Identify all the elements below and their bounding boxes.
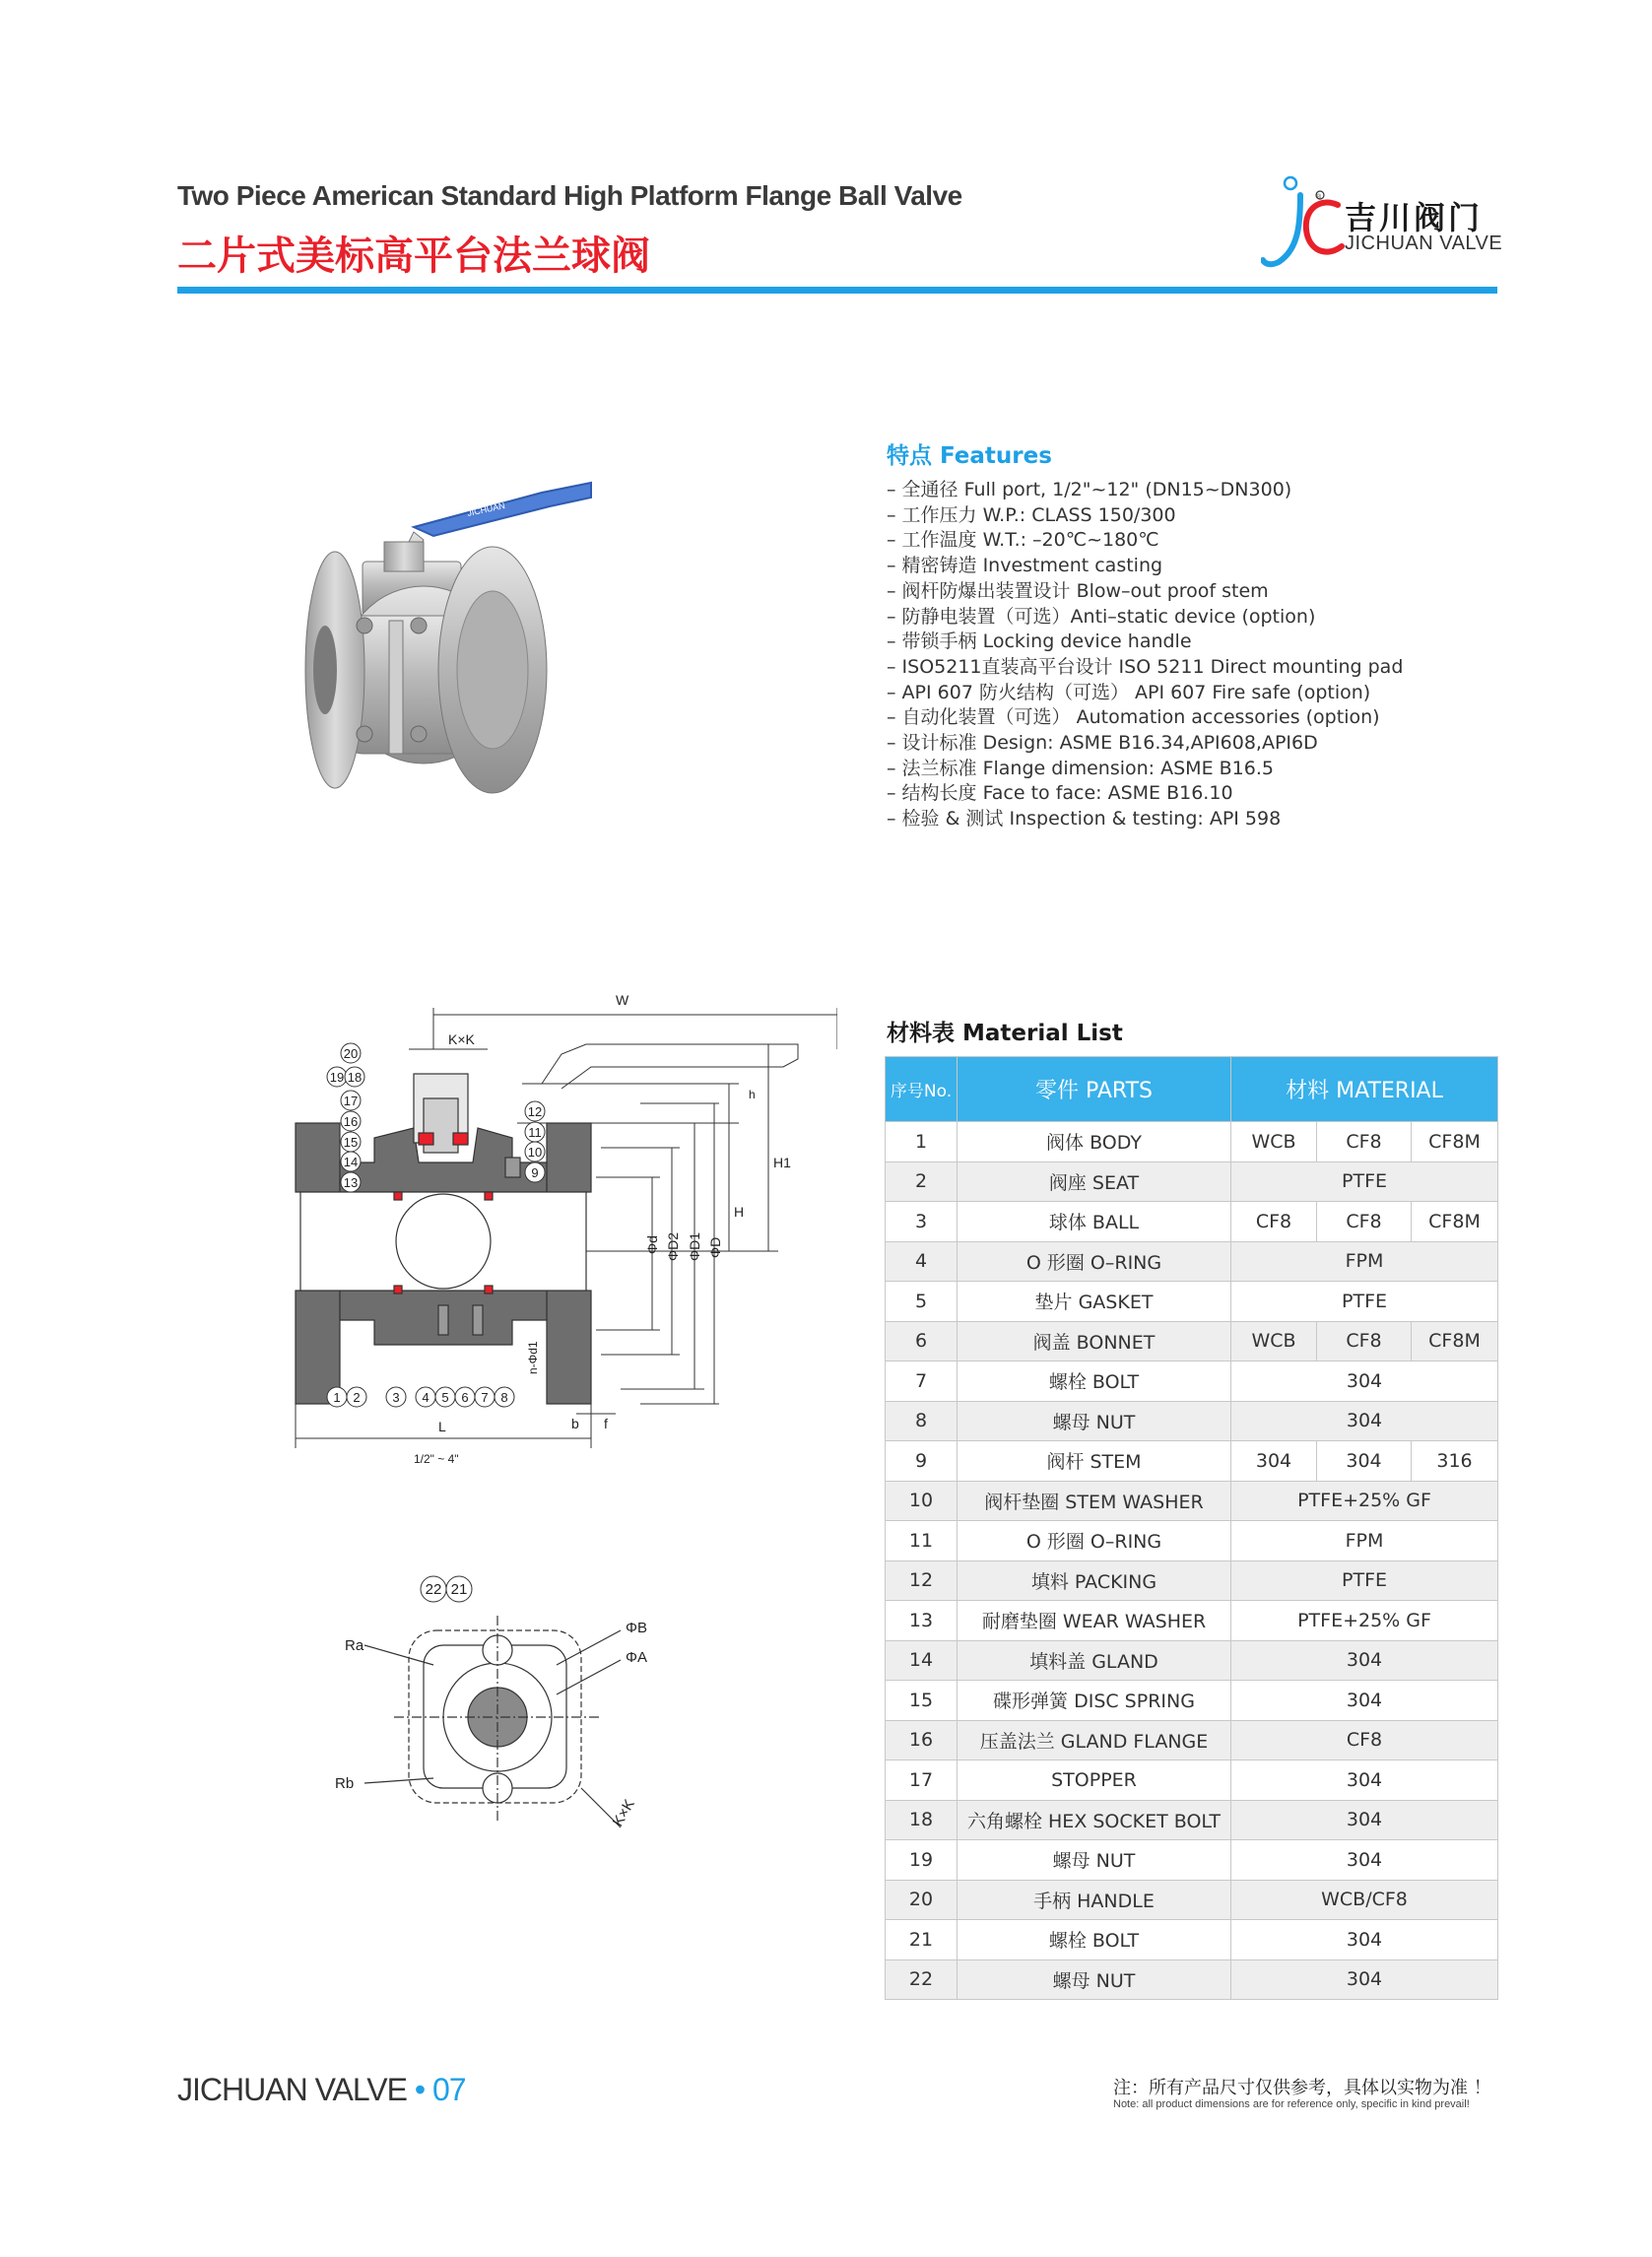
- table-row: [886, 1840, 1498, 1881]
- svg-text:Rb: Rb: [335, 1775, 355, 1792]
- table-row: [886, 1321, 1498, 1361]
- svg-text:f: f: [604, 1416, 608, 1431]
- part-name-cell: STOPPER: [958, 1760, 1231, 1801]
- part-name-cell: 阀杆 STEM: [958, 1441, 1231, 1482]
- svg-text:13: 13: [343, 1175, 359, 1190]
- material-list-heading: 材料表 Material List: [887, 1021, 1123, 1046]
- part-name-cell: O 形圈 O–RING: [958, 1521, 1231, 1561]
- svg-text:22: 22: [425, 1581, 442, 1598]
- table-row: [886, 1601, 1498, 1641]
- column-header-material: 材料 MATERIAL: [1231, 1057, 1498, 1122]
- valve-product-image: [296, 433, 808, 828]
- footer-note-chinese: 注：所有产品尺寸仅供参考，具体以实物为准 ！: [1113, 2078, 1491, 2098]
- svg-text:11: 11: [528, 1125, 542, 1140]
- svg-text:14: 14: [343, 1155, 359, 1169]
- row-number-cell: 21: [886, 1920, 958, 1960]
- svg-text:ΦD1: ΦD1: [687, 1231, 702, 1261]
- row-number-cell: 13: [886, 1601, 958, 1641]
- svg-text:3: 3: [392, 1390, 400, 1405]
- row-number-cell: 12: [886, 1560, 958, 1601]
- footer-brand-text: JICHUAN VALVE: [177, 2072, 407, 2107]
- table-header-row: [886, 1057, 1498, 1122]
- table-row: [886, 1920, 1498, 1960]
- svg-text:20: 20: [343, 1046, 359, 1061]
- feature-item: – API 607 防火结构（可选） API 607 Fire safe (option): [887, 681, 1371, 703]
- table-row: [886, 1241, 1498, 1282]
- feature-item: – 工作压力 W.P.: CLASS 150/300: [887, 503, 1176, 526]
- table-row: [886, 1122, 1498, 1162]
- svg-text:n-Φd1: n-Φd1: [526, 1341, 540, 1374]
- svg-text:1: 1: [333, 1390, 341, 1405]
- table-row: [886, 1401, 1498, 1441]
- svg-text:1/2" ~ 4": 1/2" ~ 4": [414, 1452, 459, 1463]
- part-name-cell: 手柄 HANDLE: [958, 1880, 1231, 1920]
- column-header-parts: 零件 PARTS: [958, 1057, 1231, 1122]
- material-cell: FPM: [1231, 1521, 1498, 1561]
- part-name-cell: 螺母 NUT: [958, 1959, 1231, 2000]
- svg-text:W: W: [616, 992, 629, 1008]
- feature-item: – 自动化装置（可选） Automation accessories (option): [887, 706, 1380, 729]
- part-name-cell: 阀盖 BONNET: [958, 1321, 1231, 1361]
- table-row: [886, 1640, 1498, 1681]
- logo-text-chinese: 吉川阀门: [1345, 199, 1484, 236]
- material-cell: CF8: [1231, 1202, 1317, 1242]
- svg-text:15: 15: [343, 1135, 359, 1150]
- part-name-cell: 阀体 BODY: [958, 1122, 1231, 1162]
- part-name-cell: 碟形弹簧 DISC SPRING: [958, 1681, 1231, 1721]
- row-number-cell: 2: [886, 1162, 958, 1202]
- row-number-cell: 19: [886, 1840, 958, 1881]
- svg-text:12: 12: [527, 1104, 543, 1119]
- row-number-cell: 8: [886, 1401, 958, 1441]
- part-name-cell: 压盖法兰 GLAND FLANGE: [958, 1720, 1231, 1760]
- feature-item: – 防静电装置（可选）Anti–static device (option): [887, 605, 1316, 628]
- row-number-cell: 14: [886, 1640, 958, 1681]
- feature-item: – 阀杆防爆出装置设计 Blow–out proof stem: [887, 579, 1269, 602]
- svg-text:ΦB: ΦB: [626, 1620, 647, 1636]
- material-cell: FPM: [1231, 1241, 1498, 1282]
- part-name-cell: 阀杆垫圈 STEM WASHER: [958, 1481, 1231, 1521]
- feature-item: – 带锁手柄 Locking device handle: [887, 631, 1192, 653]
- svg-text:K×K: K×K: [448, 1031, 475, 1047]
- svg-text:8: 8: [500, 1390, 508, 1405]
- material-cell: WCB/CF8: [1231, 1880, 1498, 1920]
- material-cell: PTFE+25% GF: [1231, 1481, 1498, 1521]
- row-number-cell: 3: [886, 1202, 958, 1242]
- row-number-cell: 10: [886, 1481, 958, 1521]
- part-name-cell: 螺栓 BOLT: [958, 1361, 1231, 1402]
- svg-text:5: 5: [441, 1390, 449, 1405]
- feature-item: – 设计标准 Design: ASME B16.34,API608,API6D: [887, 732, 1318, 755]
- material-cell: 304: [1231, 1441, 1317, 1482]
- svg-text:L: L: [438, 1419, 446, 1434]
- footer-dot: •: [414, 2072, 426, 2107]
- row-number-cell: 5: [886, 1282, 958, 1322]
- material-cell: CF8: [1317, 1321, 1412, 1361]
- material-cell: CF8M: [1412, 1321, 1498, 1361]
- material-cell: 304: [1231, 1361, 1498, 1402]
- row-number-cell: 22: [886, 1959, 958, 2000]
- row-number-cell: 15: [886, 1681, 958, 1721]
- footer-brand: [177, 2072, 466, 2108]
- header-divider: [177, 287, 1497, 294]
- title-chinese: 二片式美标高平台法兰球阀: [177, 233, 650, 279]
- features-heading: 特点 Features: [887, 443, 1052, 469]
- table-row: [886, 1959, 1498, 2000]
- row-number-cell: 18: [886, 1800, 958, 1840]
- svg-text:b: b: [571, 1416, 579, 1431]
- material-cell: CF8M: [1412, 1122, 1498, 1162]
- row-number-cell: 11: [886, 1521, 958, 1561]
- svg-text:ΦD2: ΦD2: [665, 1231, 681, 1261]
- logo-text-english: JICHUAN VALVE: [1345, 232, 1503, 254]
- feature-item: – 法兰标准 Flange dimension: ASME B16.5: [887, 757, 1274, 779]
- svg-text:19: 19: [329, 1070, 345, 1085]
- table-row: [886, 1202, 1498, 1242]
- material-cell: CF8M: [1412, 1202, 1498, 1242]
- part-name-cell: 螺母 NUT: [958, 1840, 1231, 1881]
- page-number: 07: [431, 2072, 466, 2107]
- feature-item: – ISO5211直装高平台设计 ISO 5211 Direct mounting pad: [887, 655, 1404, 678]
- material-cell: CF8: [1317, 1202, 1412, 1242]
- part-name-cell: O 形圈 O–RING: [958, 1241, 1231, 1282]
- svg-text:21: 21: [450, 1581, 468, 1598]
- material-cell: 304: [1231, 1681, 1498, 1721]
- svg-text:H: H: [734, 1204, 745, 1220]
- material-cell: 304: [1231, 1401, 1498, 1441]
- row-number-cell: 17: [886, 1760, 958, 1801]
- part-name-cell: 球体 BALL: [958, 1202, 1231, 1242]
- material-table: [885, 1056, 1498, 2000]
- part-name-cell: 螺母 NUT: [958, 1401, 1231, 1441]
- material-cell: 304: [1231, 1800, 1498, 1840]
- table-row: [886, 1760, 1498, 1801]
- row-number-cell: 9: [886, 1441, 958, 1482]
- row-number-cell: 6: [886, 1321, 958, 1361]
- svg-text:ΦA: ΦA: [626, 1649, 647, 1666]
- material-cell: 304: [1231, 1760, 1498, 1801]
- part-name-cell: 填料盖 GLAND: [958, 1640, 1231, 1681]
- part-name-cell: 耐磨垫圈 WEAR WASHER: [958, 1601, 1231, 1641]
- material-cell: PTFE+25% GF: [1231, 1601, 1498, 1641]
- material-cell: 304: [1317, 1441, 1412, 1482]
- material-cell: 304: [1231, 1920, 1498, 1960]
- table-row: [886, 1720, 1498, 1760]
- svg-text:7: 7: [481, 1390, 489, 1405]
- part-name-cell: 六角螺栓 HEX SOCKET BOLT: [958, 1800, 1231, 1840]
- svg-text:18: 18: [347, 1070, 363, 1085]
- material-cell: CF8: [1231, 1720, 1498, 1760]
- svg-text:2: 2: [353, 1390, 361, 1405]
- part-name-cell: 垫片 GASKET: [958, 1282, 1231, 1322]
- footer-note-english: Note: all product dimensions are for reference only, specific in kind prevail!: [1113, 2098, 1470, 2110]
- material-table-body: [886, 1122, 1498, 2000]
- table-row: [886, 1800, 1498, 1840]
- svg-text:6: 6: [461, 1390, 469, 1405]
- column-header-no: 序号No.: [886, 1057, 958, 1122]
- svg-text:K×K: K×K: [609, 1796, 638, 1829]
- table-row: [886, 1282, 1498, 1322]
- row-number-cell: 7: [886, 1361, 958, 1402]
- svg-text:JICHUAN: JICHUAN: [466, 500, 506, 518]
- svg-text:10: 10: [527, 1145, 543, 1160]
- svg-text:H1: H1: [773, 1155, 791, 1170]
- feature-item: – 工作温度 W.T.: –20℃~180℃: [887, 529, 1159, 552]
- svg-text:ΦD: ΦD: [707, 1236, 723, 1258]
- feature-item: – 全通径 Full port, 1/2"~12" (DN15~DN300): [887, 479, 1292, 500]
- material-cell: 316: [1412, 1441, 1498, 1482]
- title-english: Two Piece American Standard High Platform Flange Ball Valve: [177, 180, 962, 211]
- top-view-drawing: [325, 1571, 690, 1867]
- material-cell: WCB: [1231, 1122, 1317, 1162]
- material-cell: WCB: [1231, 1321, 1317, 1361]
- material-cell: CF8: [1317, 1122, 1412, 1162]
- svg-text:9: 9: [531, 1165, 539, 1180]
- table-row: [886, 1880, 1498, 1920]
- svg-text:®: ®: [1316, 194, 1322, 201]
- material-cell: PTFE: [1231, 1162, 1498, 1202]
- row-number-cell: 20: [886, 1880, 958, 1920]
- table-row: [886, 1361, 1498, 1402]
- feature-item: – 检验 & 测试 Inspection & testing: API 598: [887, 808, 1282, 830]
- features-list: [887, 478, 1403, 832]
- svg-text:4: 4: [422, 1390, 430, 1405]
- material-cell: PTFE: [1231, 1560, 1498, 1601]
- feature-item: – 结构长度 Face to face: ASME B16.10: [887, 782, 1233, 805]
- table-row: [886, 1481, 1498, 1521]
- material-cell: 304: [1231, 1840, 1498, 1881]
- row-number-cell: 16: [886, 1720, 958, 1760]
- table-row: [886, 1162, 1498, 1202]
- feature-item: – 精密铸造 Investment casting: [887, 555, 1163, 577]
- svg-text:Ra: Ra: [345, 1637, 364, 1654]
- svg-text:17: 17: [343, 1094, 359, 1108]
- part-name-cell: 填料 PACKING: [958, 1560, 1231, 1601]
- material-cell: 304: [1231, 1640, 1498, 1681]
- part-name-cell: 螺栓 BOLT: [958, 1920, 1231, 1960]
- part-name-cell: 阀座 SEAT: [958, 1162, 1231, 1202]
- svg-text:16: 16: [343, 1114, 359, 1129]
- row-number-cell: 1: [886, 1122, 958, 1162]
- material-cell: 304: [1231, 1959, 1498, 2000]
- table-row: [886, 1681, 1498, 1721]
- section-drawing: [246, 990, 837, 1463]
- table-row: [886, 1560, 1498, 1601]
- material-cell: PTFE: [1231, 1282, 1498, 1322]
- table-row: [886, 1441, 1498, 1482]
- svg-text:Φd: Φd: [644, 1235, 660, 1254]
- row-number-cell: 4: [886, 1241, 958, 1282]
- svg-text:h: h: [749, 1088, 756, 1101]
- table-row: [886, 1521, 1498, 1561]
